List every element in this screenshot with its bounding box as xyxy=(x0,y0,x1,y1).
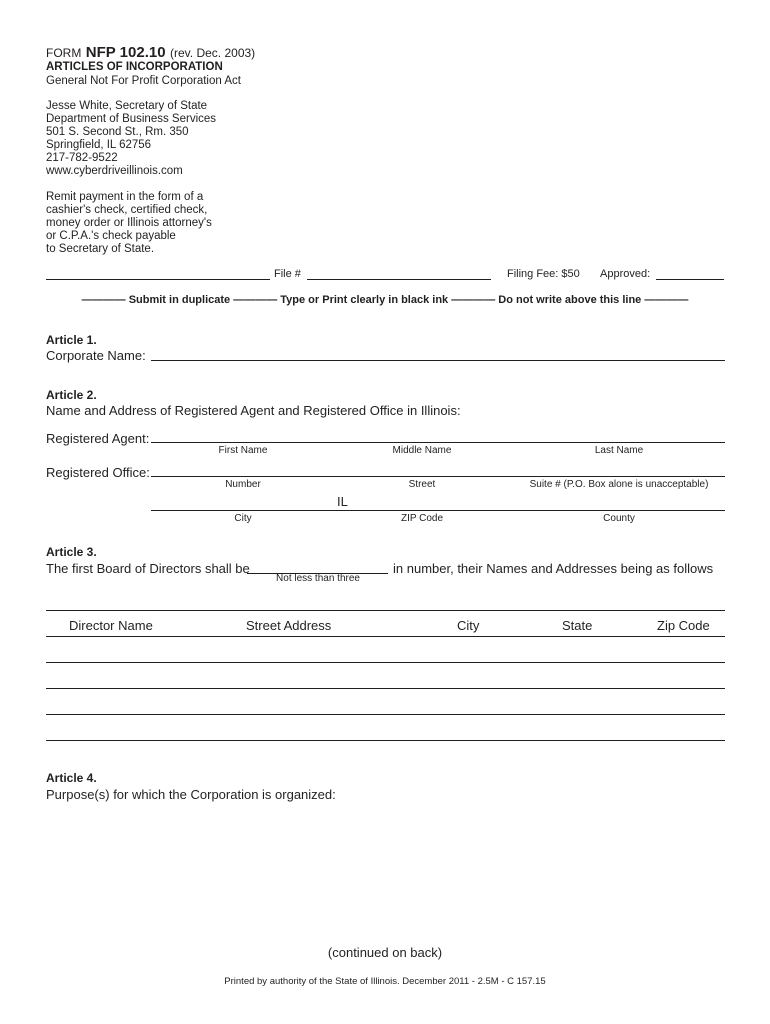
office-line-1: Jesse White, Secretary of State xyxy=(46,100,208,112)
county-caption: County xyxy=(603,513,635,524)
col-street-address: Street Address xyxy=(246,618,332,633)
corporate-name-field[interactable] xyxy=(151,360,725,361)
board-text-before: The first Board of Directors shall be xyxy=(46,561,250,576)
form-revision: (rev. Dec. 2003) xyxy=(170,46,256,60)
registered-agent-field[interactable] xyxy=(151,442,725,443)
filing-fee: Filing Fee: $50 xyxy=(507,268,580,280)
zip-caption: ZIP Code xyxy=(400,513,444,524)
registered-agent-label: Registered Agent: xyxy=(46,431,150,446)
directors-header-rule xyxy=(46,636,725,637)
article-1-heading: Article 1. xyxy=(46,333,97,347)
instructions-banner: ———— Submit in duplicate ———— Type or Print clearly in black ink ———— Do not write above this line ———— xyxy=(81,294,689,306)
director-row-4[interactable] xyxy=(46,740,725,741)
payment-line-3: money order or Illinois attorney's xyxy=(46,217,212,229)
registered-office-label: Registered Office: xyxy=(46,465,150,480)
col-state: State xyxy=(562,618,593,633)
director-row-3[interactable] xyxy=(46,714,725,715)
form-header xyxy=(46,44,255,62)
col-city: City xyxy=(457,618,480,633)
suite-caption: Suite # (P.O. Box alone is unacceptable) xyxy=(529,479,709,490)
corporate-name-label: Corporate Name: xyxy=(46,348,146,363)
director-row-2[interactable] xyxy=(46,688,725,689)
office-line-3: 501 S. Second St., Rm. 350 xyxy=(46,126,189,138)
col-director-name: Director Name xyxy=(69,618,153,633)
purpose-text-area[interactable] xyxy=(46,806,725,926)
article-2-heading: Article 2. xyxy=(46,388,97,402)
city-zip-county-field[interactable] xyxy=(151,510,725,511)
last-name-caption: Last Name xyxy=(594,445,644,456)
street-caption: Street xyxy=(408,479,436,490)
printed-by-notice: Printed by authority of the State of Illinois. December 2011 - 2.5M - C 157.15 xyxy=(224,976,546,987)
office-website: www.cyberdriveillinois.com xyxy=(46,165,183,177)
payment-line-4: or C.P.A.'s check payable xyxy=(46,230,176,242)
article-2-description: Name and Address of Registered Agent and Registered Office in Illinois: xyxy=(46,403,461,418)
article-3-heading: Article 3. xyxy=(46,545,97,559)
office-line-2: Department of Business Services xyxy=(46,113,217,125)
payment-line-2: cashier's check, certified check, xyxy=(46,204,208,216)
number-caption: Number xyxy=(225,479,261,490)
middle-name-caption: Middle Name xyxy=(392,445,452,456)
article-4-heading: Article 4. xyxy=(46,771,97,785)
office-line-5: 217-782-9522 xyxy=(46,152,118,164)
board-text-after: in number, their Names and Addresses being as follows xyxy=(393,561,714,576)
form-act: General Not For Profit Corporation Act xyxy=(46,75,241,87)
form-prefix: FORM xyxy=(46,46,82,60)
registered-office-field[interactable] xyxy=(151,476,725,477)
form-number: NFP 102.10 xyxy=(85,44,166,61)
director-row-1[interactable] xyxy=(46,662,725,663)
approved-label: Approved: xyxy=(600,268,651,280)
file-number-field[interactable] xyxy=(307,279,491,280)
payment-line-5: to Secretary of State. xyxy=(46,243,155,255)
payment-line-1: Remit payment in the form of a xyxy=(46,191,204,203)
form-title: ARTICLES OF INCORPORATION xyxy=(46,61,223,73)
article-4-description: Purpose(s) for which the Corporation is organized: xyxy=(46,787,336,802)
state-prefill: IL xyxy=(337,494,348,509)
col-zip-code: Zip Code xyxy=(657,618,710,633)
office-line-4: Springfield, IL 62756 xyxy=(46,139,152,151)
city-caption: City xyxy=(234,513,252,524)
first-name-caption: First Name xyxy=(218,445,268,456)
file-number-label: File # xyxy=(274,268,301,280)
filing-blank[interactable] xyxy=(46,279,270,280)
directors-table-top-rule xyxy=(46,610,725,611)
board-count-hint: Not less than three xyxy=(276,573,360,584)
continued-on-back: (continued on back) xyxy=(327,945,443,960)
approved-field[interactable] xyxy=(656,279,724,280)
